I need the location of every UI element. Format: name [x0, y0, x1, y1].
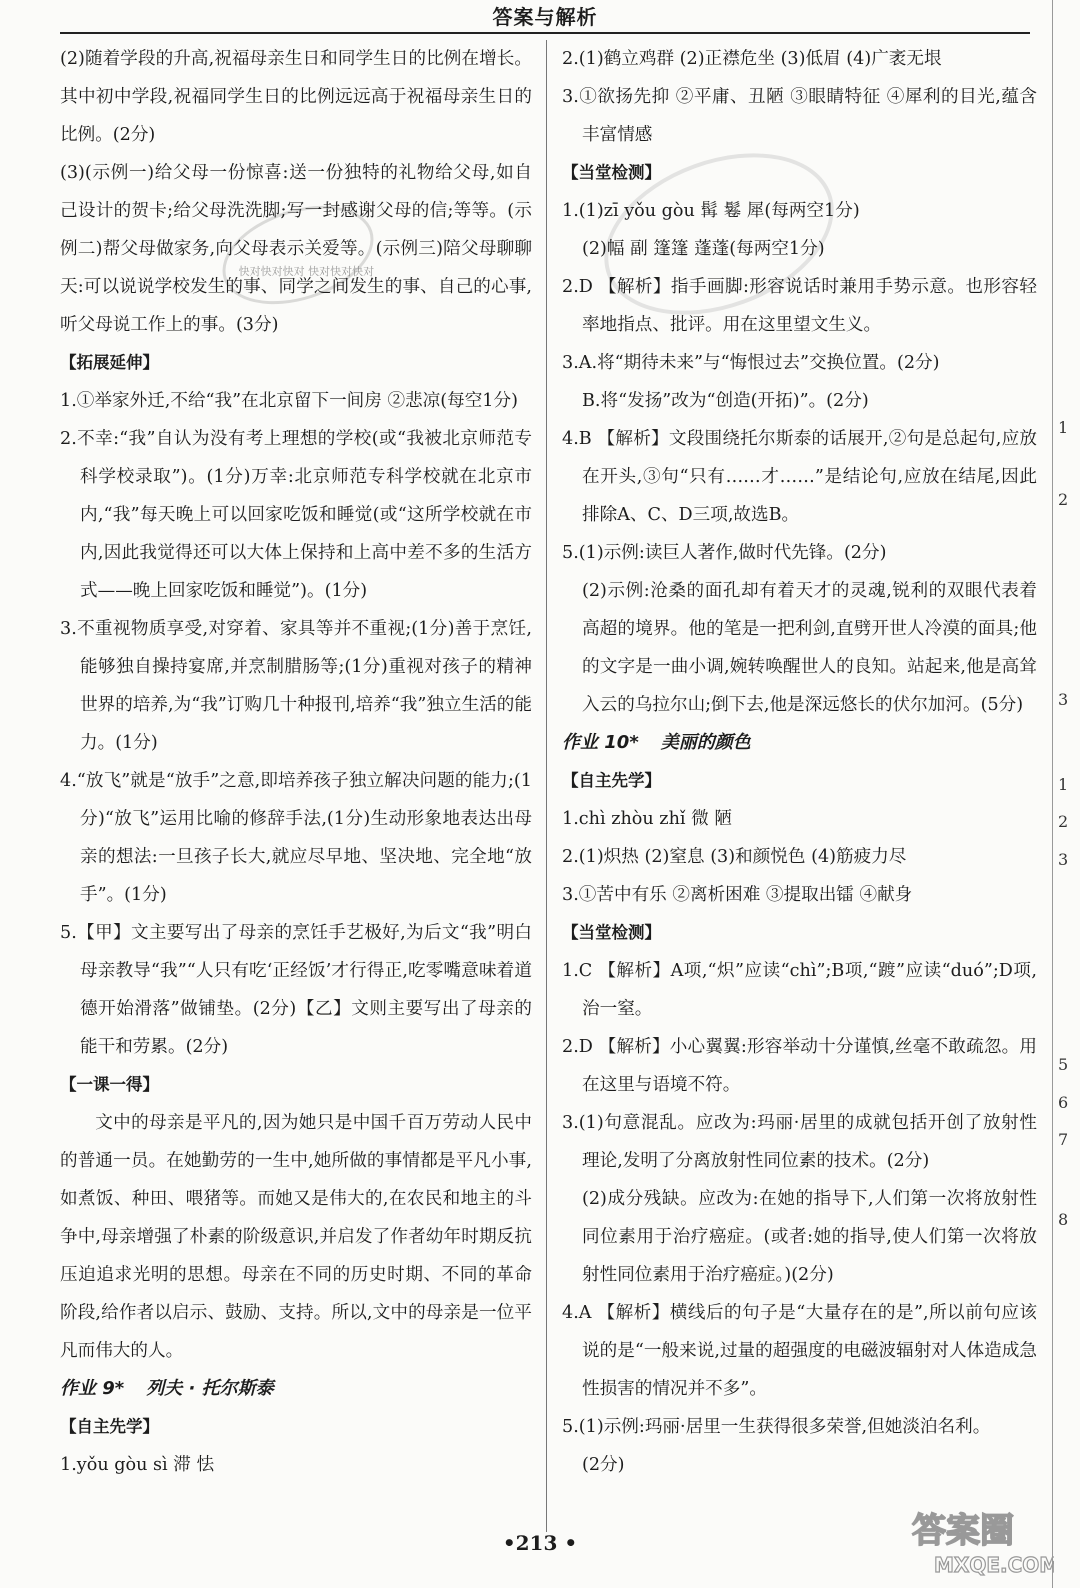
section-heading-dangtang: 【当堂检测】	[562, 163, 661, 182]
answer-subitem: B.将“发扬”改为“创造(开拓)”。(2分)	[582, 391, 869, 411]
edge-fragment: 3	[1058, 690, 1069, 709]
answer-item: 2.不幸:“我”自认为没有考上理想的学校(或“我被北京师范专科学校录取”)。(1分)万幸:北京师范专科学校就在北京市内,“我”每天晚上可以回家吃饭和睡觉(或“这所学校就在市内,因此我觉得还可以大体上保持和上高中差不多的生活方式——晚上回家吃饭和睡觉”)。(1分)	[60, 429, 532, 601]
homework-10-title: 美丽的颜色	[660, 732, 751, 753]
answer-item: 5.(1)示例:读巨人著作,做时代先锋。(2分)	[562, 543, 887, 563]
answer-item: 2.(1)炽热 (2)窒息 (3)和颜悦色 (4)筋疲力尽	[562, 847, 907, 867]
answer-item: 3.A.将“期待未来”与“悔恨过去”交换位置。(2分)	[562, 353, 940, 373]
page-edge-line	[1052, 0, 1053, 1588]
section-heading-zizhu: 【自主先学】	[60, 1417, 159, 1436]
answer-item: 1.C 【解析】A项,“炽”应读“chì”;B项,“踱”应读“duó”;D项,治一窒。	[562, 961, 1037, 1019]
header-rule	[60, 32, 1030, 34]
answer-item: 1.chì zhòu zhǐ 微 陋	[562, 809, 732, 829]
answer-item: 3.①苦中有乐 ②离析困难 ③提取出镭 ④献身	[562, 885, 913, 905]
edge-fragment: 2	[1058, 812, 1069, 831]
section-heading-zizhu: 【自主先学】	[562, 771, 661, 790]
edge-fragment: 3	[1058, 850, 1069, 869]
homework-10-heading	[562, 724, 1037, 762]
answer-item: 3.不重视物质享受,对穿着、家具等并不重视;(1分)善于烹饪,能够独自操持宴席,并烹制腊肠等;(1分)重视对孩子的精神世界的培养,为“我”订购几十种报刊,培养“我”独立生活的能力。(1分)	[60, 619, 532, 753]
answer-item: 1.(1)zī yǒu gòu 髯 鬈 犀(每两空1分)	[562, 201, 860, 221]
answer-paragraph: (2)随着学段的升高,祝福母亲生日和同学生日的比例在增长。其中初中学段,祝福同学生日的比例远远高于祝福母亲生日的比例。(2分)	[60, 49, 532, 145]
answer-subitem: (2分)	[582, 1455, 625, 1475]
homework-9-heading	[60, 1370, 532, 1408]
answer-item: 1.yǒu gòu sì 滞 怯	[60, 1455, 215, 1475]
watermark-logo-text: 答案圈	[912, 1511, 1014, 1551]
essay-paragraph: 文中的母亲是平凡的,因为她只是中国千百万劳动人民中的普通一员。在她勤劳的一生中,她所做的事情都是平凡小事,如煮饭、种田、喂猪等。而她又是伟大的,在农民和地主的斗争中,母亲增强了朴素的阶级意识,并启发了作者幼年时期反抗压迫追求光明的思想。母亲在不同的历史时期、不同的革命阶段,给作者以启示、鼓励、支持。所以,文中的母亲是一位平凡而伟大的人。	[60, 1113, 532, 1361]
watermark-logo-graphic	[904, 1500, 1054, 1580]
answer-paragraph: (3)(示例一)给父母一份惊喜:送一份独特的礼物给父母,如自己设计的贺卡;给父母洗洗脚;写一封感谢父母的信;等等。(示例二)帮父母做家务,向父母表示关爱等。(示例三)陪父母聊聊天:可以说说学校发生的事、同学之间发生的事、自己的心事,听父母说工作上的事。(3分)	[60, 163, 532, 335]
edge-fragment: 8	[1058, 1210, 1069, 1229]
answer-item: 3.(1)句意混乱。应改为:玛丽·居里的成就包括开创了放射性理论,发明了分离放射性同位素的技术。(2分)	[562, 1113, 1037, 1171]
page-header	[60, 0, 1030, 34]
edge-fragment: 5	[1058, 1055, 1069, 1074]
answer-item: 4.B 【解析】文段围绕托尔斯泰的话展开,②句是总起句,应放在开头,③句“只有……才……”是结论句,应放在结尾,因此排除A、C、D三项,故选B。	[562, 429, 1037, 525]
header-title: 答案与解析	[492, 5, 598, 29]
column-divider	[546, 40, 547, 1532]
homework-9-label: 作业 9*	[60, 1378, 125, 1399]
answer-item: 5.【甲】文主要写出了母亲的烹饪手艺极好,为后文“我”明白母亲教导“我”“人只有吃‘正经饭’才行得正,吃零嘴意味着道德开始滑落”做铺垫。(2分)【乙】文则主要写出了母亲的能干和劳累。(2分)	[60, 923, 532, 1057]
watermark-site-text: MXQE.COM	[934, 1553, 1054, 1577]
edge-fragment: 6	[1058, 1093, 1069, 1112]
answer-item: 2.D 【解析】小心翼翼:形容举动十分谨慎,丝毫不敢疏忽。用在这里与语境不符。	[562, 1037, 1037, 1095]
left-column	[60, 40, 532, 1530]
edge-fragment: 2	[1058, 490, 1069, 509]
watermark-stamp-text: 快对快对快对 快对快对快对	[238, 265, 375, 279]
answer-item: 4.A 【解析】横线后的句子是“大量存在的是”,所以前句应该说的是“一般来说,过量的超强度的电磁波辐射对人体造成急性损害的情况并不多”。	[562, 1303, 1037, 1399]
answer-item: 5.(1)示例:玛丽·居里一生获得很多荣誉,但她淡泊名利。	[562, 1417, 991, 1437]
section-heading-yike: 【一课一得】	[60, 1075, 159, 1094]
answer-subitem: (2)成分残缺。应改为:在她的指导下,人们第一次将放射性同位素用于治疗癌症。(或者:她的指导,使人们第一次将放射性同位素用于治疗癌症。)(2分)	[582, 1189, 1037, 1285]
next-page-edge	[1052, 0, 1080, 1588]
homework-10-label: 作业 10*	[562, 732, 639, 753]
answer-subitem: (2)示例:沧桑的面孔却有着天才的灵魂,锐利的双眼代表着高超的境界。他的笔是一把利剑,直劈开世人冷漠的面具;他的文字是一曲小调,婉转唤醒世人的良知。站起来,他是高耸入云的乌拉尔山;倒下去,他是深远悠长的伏尔加河。(5分)	[582, 581, 1037, 715]
answer-item: 2.(1)鹤立鸡群 (2)正襟危坐 (3)低眉 (4)广袤无垠	[562, 49, 942, 69]
edge-fragment: 1	[1058, 418, 1069, 437]
homework-9-title: 列夫 · 托尔斯泰	[146, 1378, 274, 1399]
page-number: •213 •	[502, 1531, 578, 1555]
right-column	[562, 40, 1037, 1530]
watermark-logo	[904, 1500, 1054, 1580]
answer-subitem: (2)幅 副 篷篷 蓬蓬(每两空1分)	[582, 239, 825, 259]
answer-item: 2.D 【解析】指手画脚:形容说话时兼用手势示意。也形容轻率地指点、批评。用在这里望文生义。	[562, 277, 1037, 335]
answer-item: 4.“放飞”就是“放手”之意,即培养孩子独立解决问题的能力;(1分)“放飞”运用比喻的修辞手法,(1分)生动形象地表达出母亲的想法:一旦孩子长大,就应尽早地、坚决地、完全地“放手”。(1分)	[60, 771, 532, 905]
section-heading-tuozhan: 【拓展延伸】	[60, 353, 159, 372]
edge-fragment: 7	[1058, 1130, 1069, 1149]
answer-item: 1.①举家外迁,不给“我”在北京留下一间房 ②悲凉(每空1分)	[60, 391, 518, 411]
edge-fragment: 1	[1058, 775, 1069, 794]
answer-item: 3.①欲扬先抑 ②平庸、丑陋 ③眼睛特征 ④犀利的目光,蕴含丰富情感	[562, 87, 1037, 145]
section-heading-dangtang: 【当堂检测】	[562, 923, 661, 942]
